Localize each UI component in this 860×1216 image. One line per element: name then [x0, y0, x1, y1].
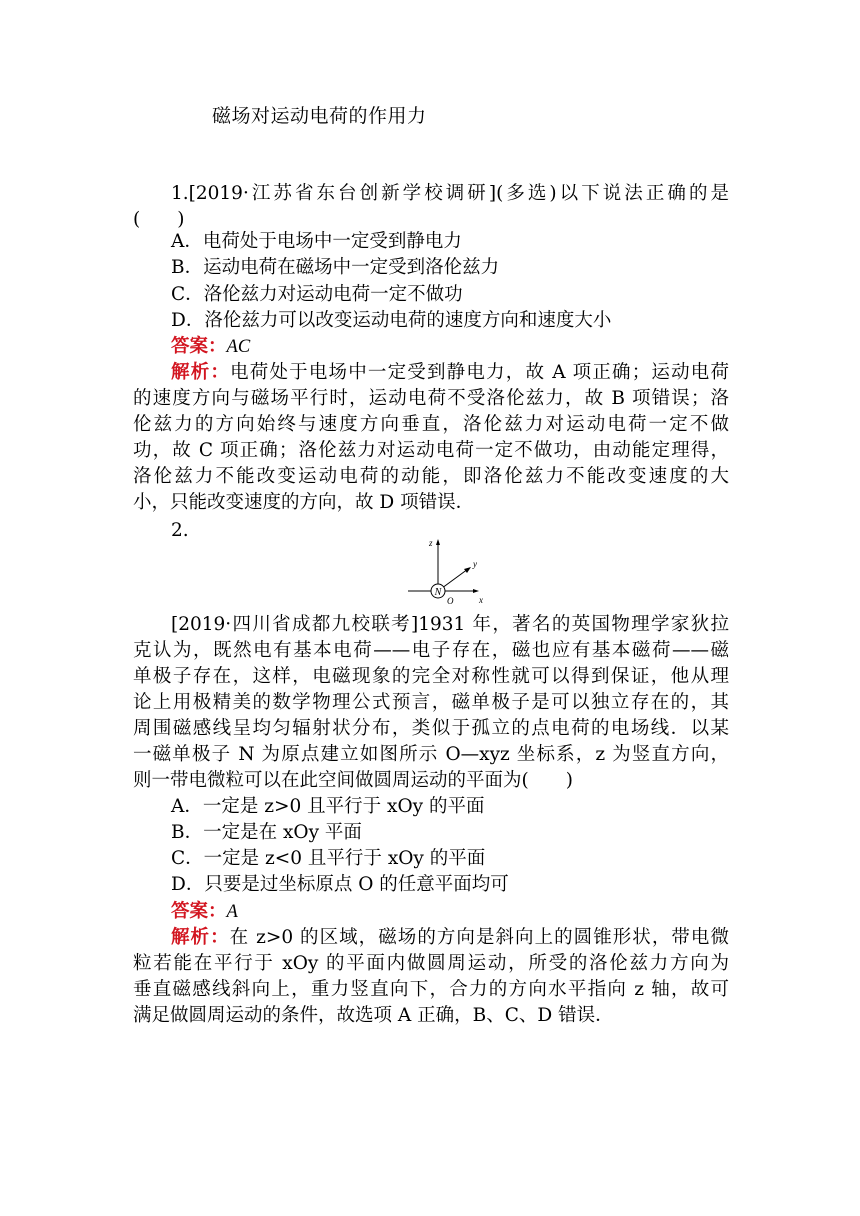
label-n: N [434, 587, 442, 598]
q1-analysis-line-4: 功，故 C 项正确；洛伦兹力对运动电荷一定不做功，由动能定理得， [133, 440, 729, 461]
q1-answer-label: 答案： [171, 336, 227, 357]
q2-stem-line-6: 一磁单极子 N 为原点建立如图所示 O—xyz 坐标系，z 为竖直方向， [133, 744, 729, 765]
q1-analysis-line-5: 洛伦兹力不能改变运动电荷的动能，即洛伦兹力不能改变速度的大 [133, 466, 729, 487]
z-arrow-icon [436, 539, 440, 545]
q2-option-a: A．一定是 z>0 且平行于 xOy 的平面 [171, 796, 485, 817]
x-arrow-icon [473, 589, 479, 593]
q1-analysis-line-3: 伦兹力的方向始终与速度方向垂直，洛伦兹力对运动电荷一定不做 [133, 414, 729, 435]
q2-answer-label: 答案： [171, 901, 227, 922]
q1-option-c: C．洛伦兹力对运动电荷一定不做功 [171, 284, 463, 305]
q2-stem-line-7: 则一带电微粒可以在此空间做圆周运动的平面为( ) [133, 770, 573, 791]
label-y: y [473, 559, 477, 569]
q1-option-b: B．运动电荷在磁场中一定受到洛伦兹力 [171, 257, 500, 278]
q1-answer [171, 334, 729, 360]
q1-analysis-line-6: 小，只能改变速度的方向，故 D 项错误． [133, 492, 475, 513]
q2-analysis-line-4: 满足做圆周运动的条件，故选项 A 正确，B、C、D 错误． [133, 1005, 614, 1026]
q1-stem-line-2: ( ) [133, 209, 185, 230]
q2-stem-line-5: 周围磁感线呈均匀辐射状分布，类似于孤立的点电荷的电场线．以某 [133, 718, 729, 739]
q2-option-d: D．只要是过坐标原点 O 的任意平面均可 [171, 874, 509, 895]
q2-stem-line-3: 单极子存在，这样，电磁现象的完全对称性就可以得到保证，他从理 [133, 666, 729, 687]
coordinate-diagram [400, 535, 500, 609]
label-x: x [479, 595, 483, 605]
label-o: O [447, 596, 454, 606]
label-z: z [429, 538, 433, 548]
q2-analysis-line-3: 垂直磁感线斜向上，重力竖直向下，合力的方向水平指向 z 轴，故可 [133, 979, 729, 1000]
q1-analysis-label: 解析： [171, 362, 231, 383]
q2-analysis-label: 解析： [171, 927, 230, 948]
q2-number: 2. [171, 520, 189, 541]
q2-analysis-line-1 [171, 925, 729, 951]
q1-option-d: D．洛伦兹力可以改变运动电荷的速度方向和速度大小 [171, 310, 612, 331]
q2-option-b: B．一定是在 xOy 平面 [171, 822, 362, 843]
q2-option-c: C．一定是 z<0 且平行于 xOy 的平面 [171, 848, 486, 869]
q1-analysis-text-1: 电荷处于电场中一定受到静电力，故 A 项正确；运动电荷 [230, 362, 729, 383]
q2-analysis-text-1: 在 z>0 的区域，磁场的方向是斜向上的圆锥形状，带电微 [229, 927, 729, 948]
q2-stem-line-2: 克认为，既然电有基本电荷——电子存在，磁也应有基本磁荷——磁 [133, 640, 729, 661]
q1-answer-value: AC [226, 337, 251, 357]
q2-stem-line-1: [2019·四川省成都九校联考]1931 年，著名的英国物理学家狄拉 [171, 614, 729, 635]
q1-option-a: A．电荷处于电场中一定受到静电力 [171, 231, 462, 252]
q2-answer-value: A [226, 902, 238, 922]
q2-analysis-line-2: 粒若能在平行于 xOy 的平面内做圆周运动，所受的洛伦兹力方向为 [133, 953, 729, 974]
q2-stem-line-4: 论上用极精美的数学物理公式预言，磁单极子是可以独立存在的，其 [133, 692, 729, 713]
q1-analysis-line-2: 的速度方向与磁场平行时，运动电荷不受洛伦兹力，故 B 项错误；洛 [133, 388, 729, 409]
y-arrow-icon [464, 567, 471, 573]
q2-answer [171, 899, 729, 925]
q1-analysis-line-1 [171, 360, 729, 386]
q1-stem-line-1: 1.[2019·江苏省东台创新学校调研](多选)以下说法正确的是 [171, 183, 729, 204]
page-title: 磁场对运动电荷的作用力 [212, 105, 427, 127]
